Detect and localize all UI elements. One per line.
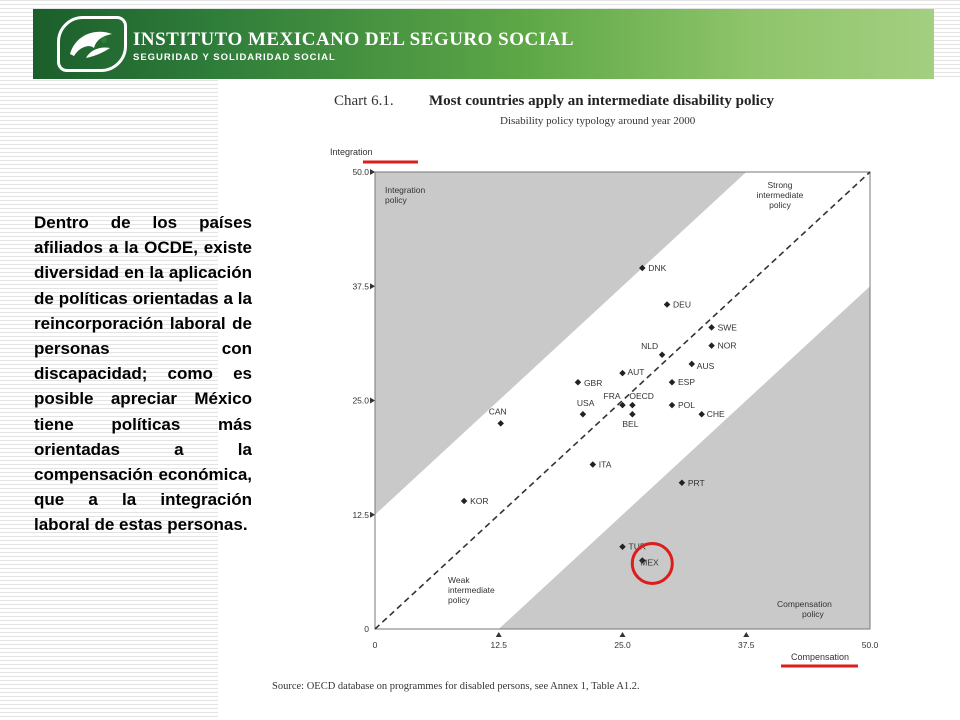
x-axis-label: Compensation — [791, 652, 850, 662]
y-tick-label: 0 — [364, 624, 369, 634]
point-aut — [619, 370, 626, 377]
point-label-dnk: DNK — [648, 262, 667, 273]
y-axis-ticks — [352, 167, 375, 634]
y-tick-marker — [370, 398, 375, 404]
point-deu — [664, 301, 671, 308]
banner-title: INSTITUTO MEXICANO DEL SEGURO SOCIAL — [133, 29, 575, 50]
y-tick-label: 12.5 — [352, 509, 369, 520]
content-panel — [218, 80, 960, 720]
banner-subtitle: SEGURIDAD Y SOLIDARIDAD SOCIAL — [133, 52, 336, 63]
x-axis-ticks — [373, 632, 879, 650]
point-label-prt: PRT — [687, 477, 705, 488]
point-label-nor: NOR — [717, 340, 737, 351]
chart-subtitle: Disability policy typology around year 2000 — [500, 115, 696, 127]
x-tick-marker — [496, 632, 502, 637]
point-che — [698, 411, 705, 418]
y-tick-marker — [370, 169, 375, 175]
y-tick-label: 37.5 — [352, 281, 369, 292]
label-integration-policy: Integration policy — [385, 185, 426, 205]
point-usa — [580, 411, 587, 418]
point-can — [497, 420, 504, 427]
chart-source: Source: OECD database on programmes for disabled persons, see Annex 1, Table A1.2. — [272, 681, 640, 692]
disability-policy-chart — [218, 80, 960, 720]
point-label-che: CHE — [706, 409, 725, 420]
y-tick-marker — [370, 512, 375, 518]
description-text: Dentro de los países afiliados a la OCDE, existe diversidad en la aplicación de políticas orientadas a la reincorporación laboral de personas con discapacidad; como es posible apreciar México tiene políticas más orientadas a la compensación económica, que a la integración laboral de estas personas. — [34, 213, 252, 535]
point-label-gbr: GBR — [583, 378, 603, 389]
header-banner — [33, 9, 934, 79]
point-aus — [689, 361, 696, 368]
point-label-aus: AUS — [696, 360, 715, 371]
x-tick-marker — [743, 632, 749, 637]
point-label-pol: POL — [678, 400, 696, 411]
imss-eagle-logo-icon — [57, 16, 127, 72]
point-label-ita: ITA — [598, 459, 612, 470]
point-label-nld: NLD — [641, 340, 659, 351]
point-swe — [708, 324, 715, 331]
point-label-swe: SWE — [717, 322, 737, 333]
point-pol — [669, 402, 676, 409]
point-label-kor: KOR — [470, 496, 489, 507]
point-label-usa: USA — [576, 398, 595, 409]
point-label-fra: FRA — [603, 391, 621, 402]
point-nor — [708, 342, 715, 349]
point-kor — [461, 498, 468, 505]
point-oecd — [629, 402, 636, 409]
label-compensation-policy: Compensation policy — [777, 599, 832, 619]
y-tick-label: 50.0 — [352, 167, 369, 177]
y-tick-marker — [370, 283, 375, 289]
point-label-oecd: OECD — [629, 391, 654, 402]
y-axis-label: Integration — [330, 147, 373, 157]
x-tick-label: 50.0 — [861, 640, 879, 650]
point-label-can: CAN — [488, 406, 507, 417]
x-tick-marker — [620, 632, 626, 637]
point-nld — [659, 352, 666, 359]
eagle-emblem-icon — [66, 24, 118, 64]
point-label-tur: TUR — [628, 541, 646, 552]
point-label-bel: BEL — [622, 419, 639, 430]
label-strong-intermediate-policy: Strong intermediate policy — [756, 180, 804, 210]
point-bel — [629, 411, 636, 418]
x-tick-label: 37.5 — [737, 640, 755, 650]
point-gbr — [575, 379, 582, 386]
point-label-esp: ESP — [678, 377, 696, 388]
point-label-aut: AUT — [627, 367, 645, 378]
x-tick-label: 12.5 — [490, 640, 508, 650]
label-weak-intermediate-policy: Weak intermediate policy — [448, 575, 495, 605]
chart-title: Most countries apply an intermediate disability policy — [429, 93, 774, 109]
x-tick-label: 25.0 — [614, 640, 631, 650]
x-tick-label: 0 — [372, 640, 378, 650]
point-label-mex: MEX — [640, 557, 659, 568]
point-ita — [590, 461, 597, 468]
y-tick-label: 25.0 — [352, 395, 369, 406]
point-label-deu: DEU — [673, 299, 692, 310]
point-esp — [669, 379, 676, 386]
chart-number: Chart 6.1. — [334, 93, 394, 109]
